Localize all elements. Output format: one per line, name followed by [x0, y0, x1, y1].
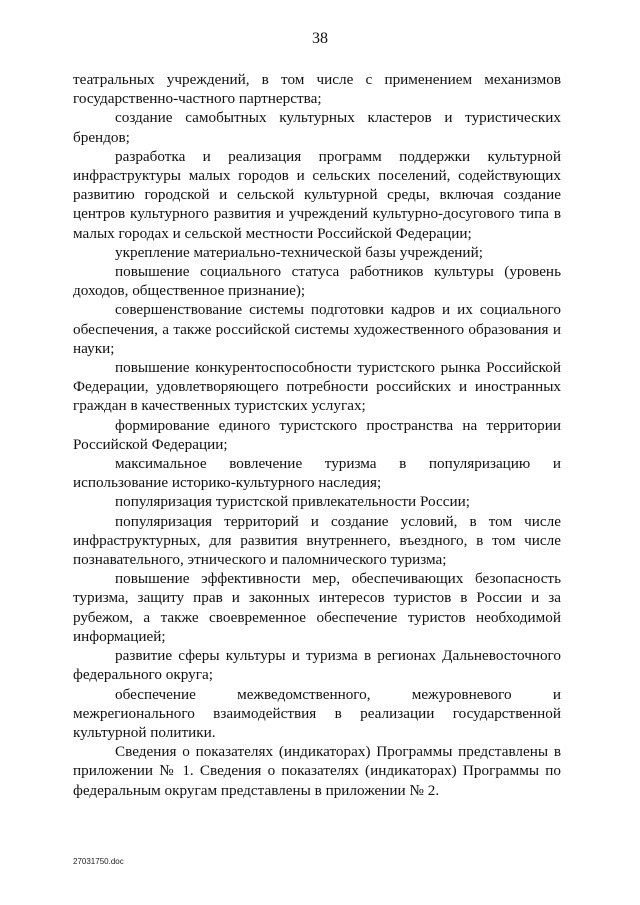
body-text [73, 70, 561, 800]
paragraph: укрепление материально-технической базы учреждений; [115, 243, 483, 261]
footer-filename: 27031750.doc [73, 857, 124, 866]
page-number: 38 [312, 30, 328, 47]
paragraph: формирование единого туристского пространства на территории Российской Федерации; [73, 416, 561, 453]
paragraph: максимальное вовлечение туризма в популяризацию и использование историко-культурного наследия; [73, 455, 561, 492]
paragraph: повышение эффективности мер, обеспечивающих безопасность туризма, защиту прав и законных интересов туристов в России и за рубежом, а также своевременное обеспечение туристов необходимой информацией; [73, 570, 561, 645]
paragraph: совершенствование системы подготовки кадров и их социального обеспечения, а также российской системы художественного образования и науки; [73, 301, 561, 357]
paragraph: повышение конкурентоспособности туристского рынка Российской Федерации, удовлетворяющего потребности российских и иностранных граждан в качественных туристских услугах; [73, 359, 561, 415]
paragraph: развитие сферы культуры и туризма в регионах Дальневосточного федерального округа; [73, 647, 561, 684]
paragraph: популяризация территорий и создание условий, в том числе инфраструктурных, для развития внутреннего, въездного, в том числе познавательного, этнического и паломнического туризма; [73, 512, 561, 569]
paragraph: создание самобытных культурных кластеров и туристических брендов; [73, 109, 561, 146]
paragraph: Сведения о показателях (индикаторах) Программы представлены в приложении № 1. Сведения о показателях (индикаторах) Программы по федеральным округам представлены в приложении № 2. [73, 743, 561, 799]
paragraph: повышение социального статуса работников культуры (уровень доходов, общественное признание); [73, 263, 561, 300]
paragraph: обеспечение межведомственного, межуровневого и межрегионального взаимодействия в реализации государственной культурной политики. [73, 685, 561, 741]
paragraph-continued: театральных учреждений, в том числе с применением механизмов государственно-частного партнерства; [73, 71, 561, 108]
paragraph: разработка и реализация программ поддержки культурной инфраструктуры малых городов и сельских поселений, содействующих развитию городской и сельской культурной среды, включая создание центров культурного развития и учреждений культурно-досугового типа в малых городах и сельской местности Российской Федерации; [73, 147, 561, 242]
paragraph: популяризация туристской привлекательности России; [115, 493, 470, 511]
